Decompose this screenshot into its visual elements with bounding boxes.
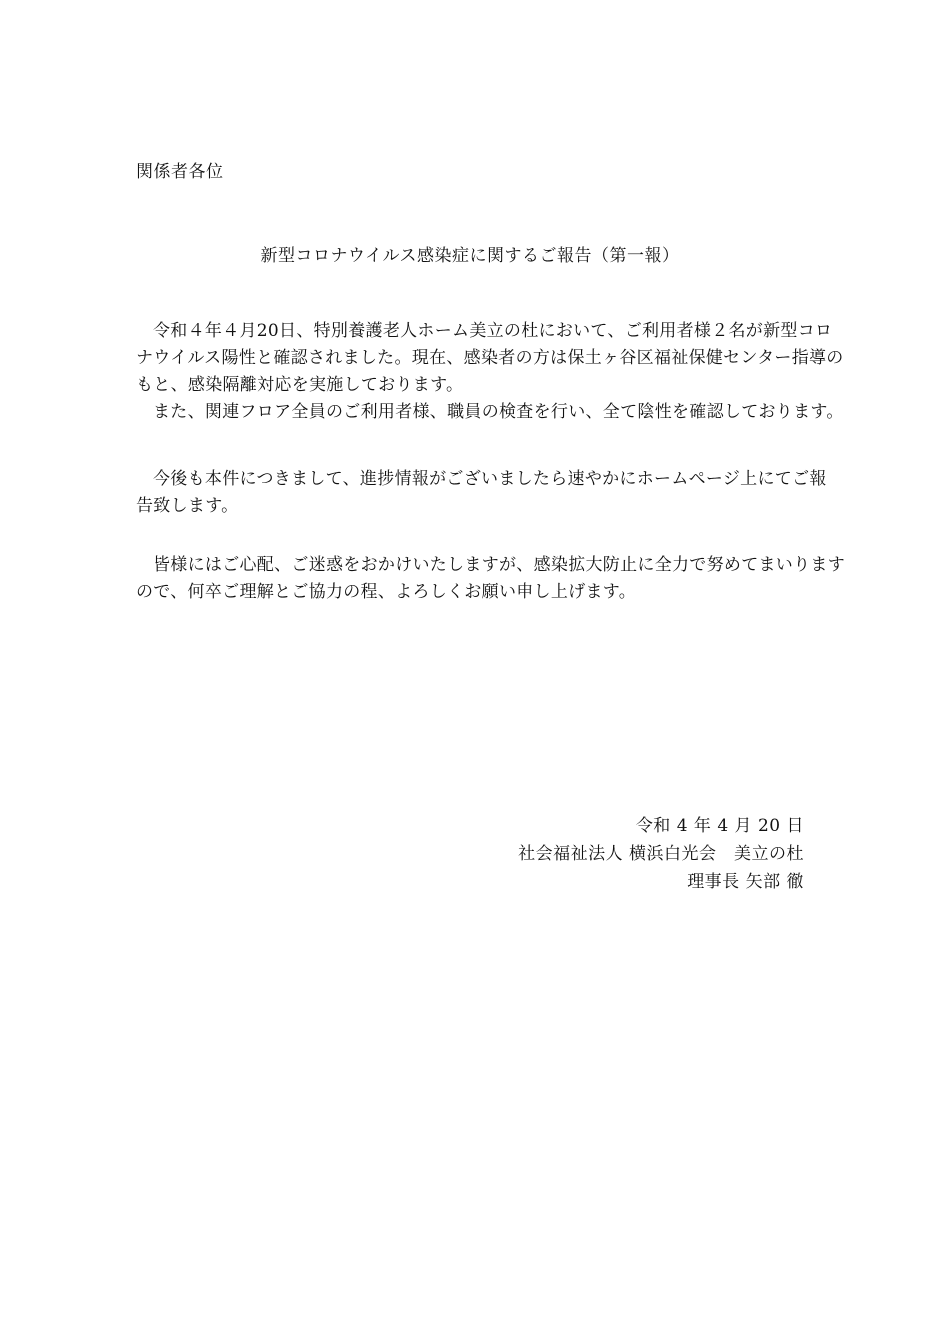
paragraph-closing bbox=[136, 552, 845, 606]
paragraph-line: 告致します。 bbox=[136, 496, 239, 516]
signature-organization: 社会福祉法人 横浜白光会 美立の杜 bbox=[518, 844, 804, 864]
paragraph-report bbox=[136, 318, 844, 426]
paragraph-line: もと、感染隔離対応を実施しております。 bbox=[136, 375, 464, 395]
signature-date: 令和 4 年 4 月 20 日 bbox=[635, 816, 804, 836]
signature-representative: 理事長 矢部 徹 bbox=[687, 872, 804, 892]
paragraph-line: 令和４年４月20日、特別養護老人ホーム美立の杜において、ご利用者様２名が新型コロ bbox=[153, 321, 833, 341]
document-title: 新型コロナウイルス感染症に関するご報告（第一報） bbox=[260, 246, 680, 266]
signature-block bbox=[518, 812, 804, 896]
paragraph-followup bbox=[136, 466, 827, 520]
salutation: 関係者各位 bbox=[136, 162, 224, 182]
paragraph-line: ナウイルス陽性と確認されました。現在、感染者の方は保土ヶ谷区福祉保健センター指導の bbox=[136, 348, 844, 368]
paragraph-line: また、関連フロア全員のご利用者様、職員の検査を行い、全て陰性を確認しております。 bbox=[153, 402, 844, 422]
paragraph-line: ので、何卒ご理解とご協力の程、よろしくお願い申し上げます。 bbox=[136, 582, 636, 602]
paragraph-line: 今後も本件につきまして、進捗情報がございましたら速やかにホームページ上にてご報 bbox=[153, 469, 827, 489]
paragraph-line: 皆様にはご心配、ご迷惑をおかけいたしますが、感染拡大防止に全力で努めてまいります bbox=[153, 555, 845, 575]
